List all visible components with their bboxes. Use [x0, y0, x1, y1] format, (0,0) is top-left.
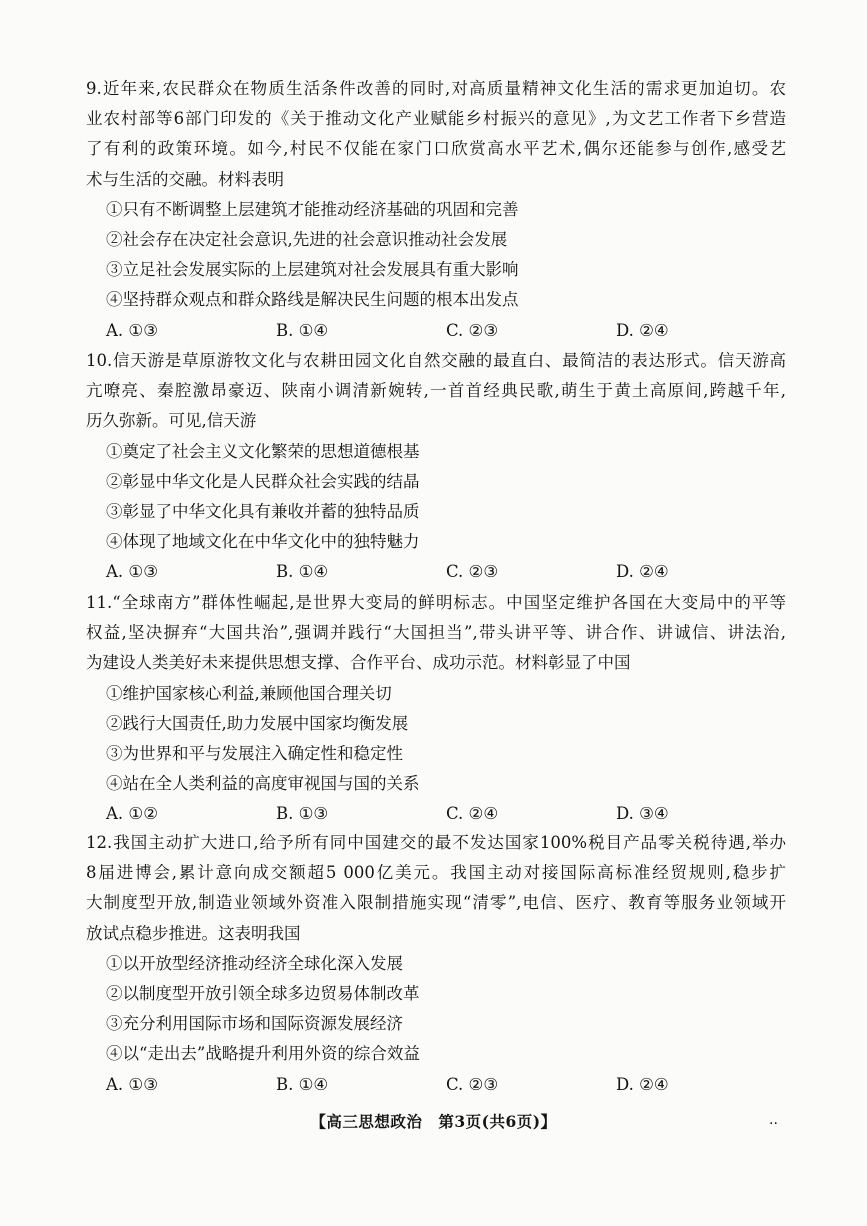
choice-a: A. ①③ [106, 562, 158, 582]
stem-line: 9.近年来,农民群众在物质生活条件改善的同时,对高质量精神文化生活的需求更加迫切。农 [86, 79, 786, 98]
option-1: ①以开放型经济推动经济全球化深入发展 [106, 953, 403, 973]
option-2: ②践行大国责任,助力发展中国家均衡发展 [106, 713, 409, 733]
choice-c: C. ②③ [446, 562, 499, 582]
stem-line: 12.我国主动扩大进口,给予所有同中国建交的最不发达国家100%税目产品零关税待遇,举办 [86, 833, 786, 852]
corner-mark: .. [769, 1112, 778, 1128]
answer-choices [86, 1070, 786, 1100]
choice-c: C. ②④ [446, 804, 499, 824]
choice-c: C. ②③ [446, 1074, 499, 1094]
stem-line: 大制度型开放,制造业领域外资准入限制措施实现“清零”,电信、医疗、教育等服务业领域开 [86, 893, 786, 913]
question-stem [86, 828, 786, 949]
choice-d: D. ②④ [616, 562, 669, 582]
option-2: ②以制度型开放引领全球多边贸易体制改革 [106, 984, 420, 1004]
stem-line: 8届进博会,累计意向成交额超5 000亿美元。我国主动对接国际高标准经贸规则,稳步扩 [86, 863, 786, 883]
choice-a: A. ①③ [106, 1074, 158, 1094]
answer-choices [86, 799, 786, 829]
question-11 [86, 588, 786, 830]
option-4: ④坚持群众观点和群众路线是解决民生问题的根本出发点 [106, 290, 519, 310]
question-10 [86, 346, 786, 588]
page-footer: 【高三思想政治 第3页(共6页)】 [310, 1112, 557, 1131]
stem-line: 权益,坚决摒弃“大国共治”,强调并践行“大国担当”,带头讲平等、讲合作、讲诚信、讲法治, [86, 623, 786, 643]
stem-line: 了有利的政策环境。如今,村民不仅能在家门口欣赏高水平艺术,偶尔还能参与创作,感受艺 [86, 139, 786, 159]
stem-line: 放试点稳步推进。这表明我国 [86, 923, 301, 943]
option-3: ③彰显了中华文化具有兼收并蓄的独特品质 [106, 502, 420, 522]
choice-a: A. ①③ [106, 320, 158, 340]
option-3: ③充分利用国际市场和国际资源发展经济 [106, 1014, 403, 1034]
option-4: ④站在全人类利益的高度审视国与国的关系 [106, 774, 420, 794]
choice-c: C. ②③ [446, 320, 499, 340]
answer-choices [86, 316, 786, 346]
stem-line: 为建设人类美好未来提供思想支撑、合作平台、成功示范。材料彰显了中国 [86, 653, 631, 673]
choice-b: B. ①④ [276, 320, 329, 340]
choice-d: D. ②④ [616, 1074, 669, 1094]
option-3: ③为世界和平与发展注入确定性和稳定性 [106, 744, 403, 764]
stem-line: 术与生活的交融。材料表明 [86, 169, 284, 189]
choice-b: B. ①④ [276, 562, 329, 582]
question-12 [86, 828, 786, 1100]
stem-line: 业农村部等6部门印发的《关于推动文化产业赋能乡村振兴的意见》,为文艺工作者下乡营造 [86, 109, 786, 129]
choice-d: D. ③④ [616, 804, 669, 824]
choice-b: B. ①④ [276, 1074, 329, 1094]
question-9 [86, 74, 786, 346]
stem-line: 10.信天游是草原游牧文化与农耕田园文化自然交融的最直白、最简洁的表达形式。信天游高 [86, 351, 786, 370]
option-1: ①只有不断调整上层建筑才能推动经济基础的巩固和完善 [106, 199, 519, 219]
option-2: ②彰显中华文化是人民群众社会实践的结晶 [106, 471, 420, 491]
choice-a: A. ①② [106, 804, 158, 824]
question-stem [86, 588, 786, 679]
option-3: ③立足社会发展实际的上层建筑对社会发展具有重大影响 [106, 260, 519, 280]
answer-choices [86, 557, 786, 587]
option-1: ①奠定了社会主义文化繁荣的思想道德根基 [106, 441, 420, 461]
question-stem [86, 346, 786, 437]
choice-d: D. ②④ [616, 320, 669, 340]
option-4: ④以“走出去”战略提升利用外资的综合效益 [106, 1044, 420, 1064]
option-1: ①维护国家核心利益,兼顾他国合理关切 [106, 683, 392, 703]
stem-line: 历久弥新。可见,信天游 [86, 411, 257, 431]
stem-line: 亢嘹亮、秦腔激昂豪迈、陕南小调清新婉转,一首首经典民歌,萌生于黄土高原间,跨越千年, [86, 381, 786, 401]
choice-b: B. ①③ [276, 804, 329, 824]
option-4: ④体现了地域文化在中华文化中的独特魅力 [106, 532, 420, 552]
stem-line: 11.“全球南方”群体性崛起,是世界大变局的鲜明标志。中国坚定维护各国在大变局中的平等 [86, 593, 786, 612]
question-stem [86, 74, 786, 195]
option-2: ②社会存在决定社会意识,先进的社会意识推动社会发展 [106, 230, 508, 250]
